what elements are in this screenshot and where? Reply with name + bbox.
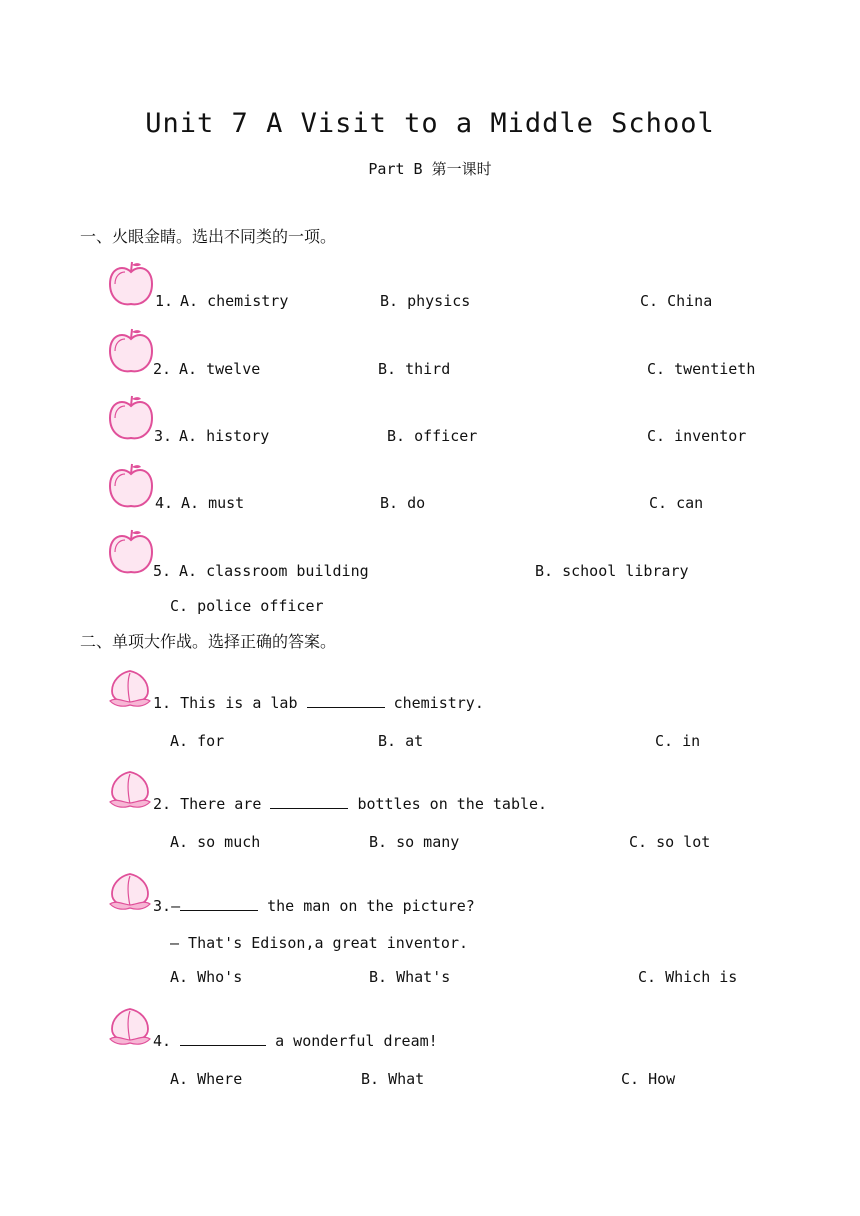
s1-q2-number: 2. xyxy=(153,360,172,378)
worksheet-title: Unit 7 A Visit to a Middle School xyxy=(145,108,715,139)
s2-q2-option-c: C. so lot xyxy=(629,833,711,851)
s2-q1-text-after: chemistry. xyxy=(393,694,484,712)
s2-q1-number: 1. xyxy=(153,694,172,712)
s2-q1-option-b: B. at xyxy=(378,732,424,750)
s2-q2-option-a: A. so much xyxy=(170,833,261,851)
peach-icon xyxy=(108,1005,152,1047)
s1-q5-number: 5. xyxy=(153,562,172,580)
peach-icon xyxy=(108,667,152,709)
s1-q2-option-b: B. third xyxy=(378,360,451,378)
peach-icon xyxy=(108,768,152,810)
s1-q1-option-b: B. physics xyxy=(380,292,471,310)
s1-q1-option-a: A. chemistry xyxy=(180,292,289,310)
s2-q3-stem xyxy=(153,897,475,915)
s2-q3-text-before: — xyxy=(171,897,181,915)
s1-q2-option-a: A. twelve xyxy=(179,360,261,378)
s2-q1-stem xyxy=(153,694,484,712)
s2-q2-number: 2. xyxy=(153,795,172,813)
s1-q3-number: 3. xyxy=(154,427,173,445)
s2-q3-answer-line: — That's Edison,a great inventor. xyxy=(170,934,469,952)
section-2-heading: 二、单项大作战。选择正确的答案。 xyxy=(80,632,337,651)
s2-q1-option-c: C. in xyxy=(655,732,701,750)
s2-q4-stem xyxy=(153,1032,438,1050)
s2-q2-stem xyxy=(153,795,547,813)
s2-q2-text-before: There are xyxy=(180,795,262,813)
s2-q1-option-a: A. for xyxy=(170,732,225,750)
s2-q3-option-a: A. Who's xyxy=(170,968,243,986)
s2-q3-option-b: B. What's xyxy=(369,968,451,986)
s1-q3-option-c: C. inventor xyxy=(647,427,747,445)
s1-q4-option-a: A. must xyxy=(181,494,245,512)
apple-icon xyxy=(108,528,154,574)
peach-icon xyxy=(108,870,152,912)
s1-q4-number: 4. xyxy=(155,494,174,512)
answer-blank[interactable] xyxy=(180,898,258,911)
s1-q5-option-c: C. police officer xyxy=(170,597,324,615)
s2-q3-number: 3. xyxy=(153,897,172,915)
s2-q4-option-c: C. How xyxy=(621,1070,676,1088)
answer-blank[interactable] xyxy=(180,1033,266,1046)
s2-q3-text-after: the man on the picture? xyxy=(267,897,475,915)
s2-q2-text-after: bottles on the table. xyxy=(357,795,548,813)
apple-icon xyxy=(108,462,154,508)
apple-icon xyxy=(108,327,154,373)
s1-q3-option-a: A. history xyxy=(179,427,270,445)
s2-q4-text-after: a wonderful dream! xyxy=(275,1032,438,1050)
s1-q3-option-b: B. officer xyxy=(387,427,478,445)
s2-q4-option-b: B. What xyxy=(361,1070,425,1088)
s2-q4-number: 4. xyxy=(153,1032,172,1050)
s2-q1-text-before: This is a lab xyxy=(180,694,298,712)
s1-q4-option-c: C. can xyxy=(649,494,704,512)
s1-q4-option-b: B. do xyxy=(380,494,426,512)
s1-q1-option-c: C. China xyxy=(640,292,713,310)
s2-q4-option-a: A. Where xyxy=(170,1070,243,1088)
apple-icon xyxy=(108,260,154,306)
s1-q5-option-b: B. school library xyxy=(535,562,689,580)
s2-q3-option-c: C. Which is xyxy=(638,968,738,986)
apple-icon xyxy=(108,394,154,440)
worksheet-subtitle: Part B 第一课时 xyxy=(368,160,492,178)
section-1-heading: 一、火眼金睛。选出不同类的一项。 xyxy=(80,227,337,246)
s2-q2-option-b: B. so many xyxy=(369,833,460,851)
s1-q5-option-a: A. classroom building xyxy=(179,562,369,580)
answer-blank[interactable] xyxy=(307,695,385,708)
s1-q2-option-c: C. twentieth xyxy=(647,360,756,378)
answer-blank[interactable] xyxy=(270,796,348,809)
s1-q1-number: 1. xyxy=(155,292,174,310)
